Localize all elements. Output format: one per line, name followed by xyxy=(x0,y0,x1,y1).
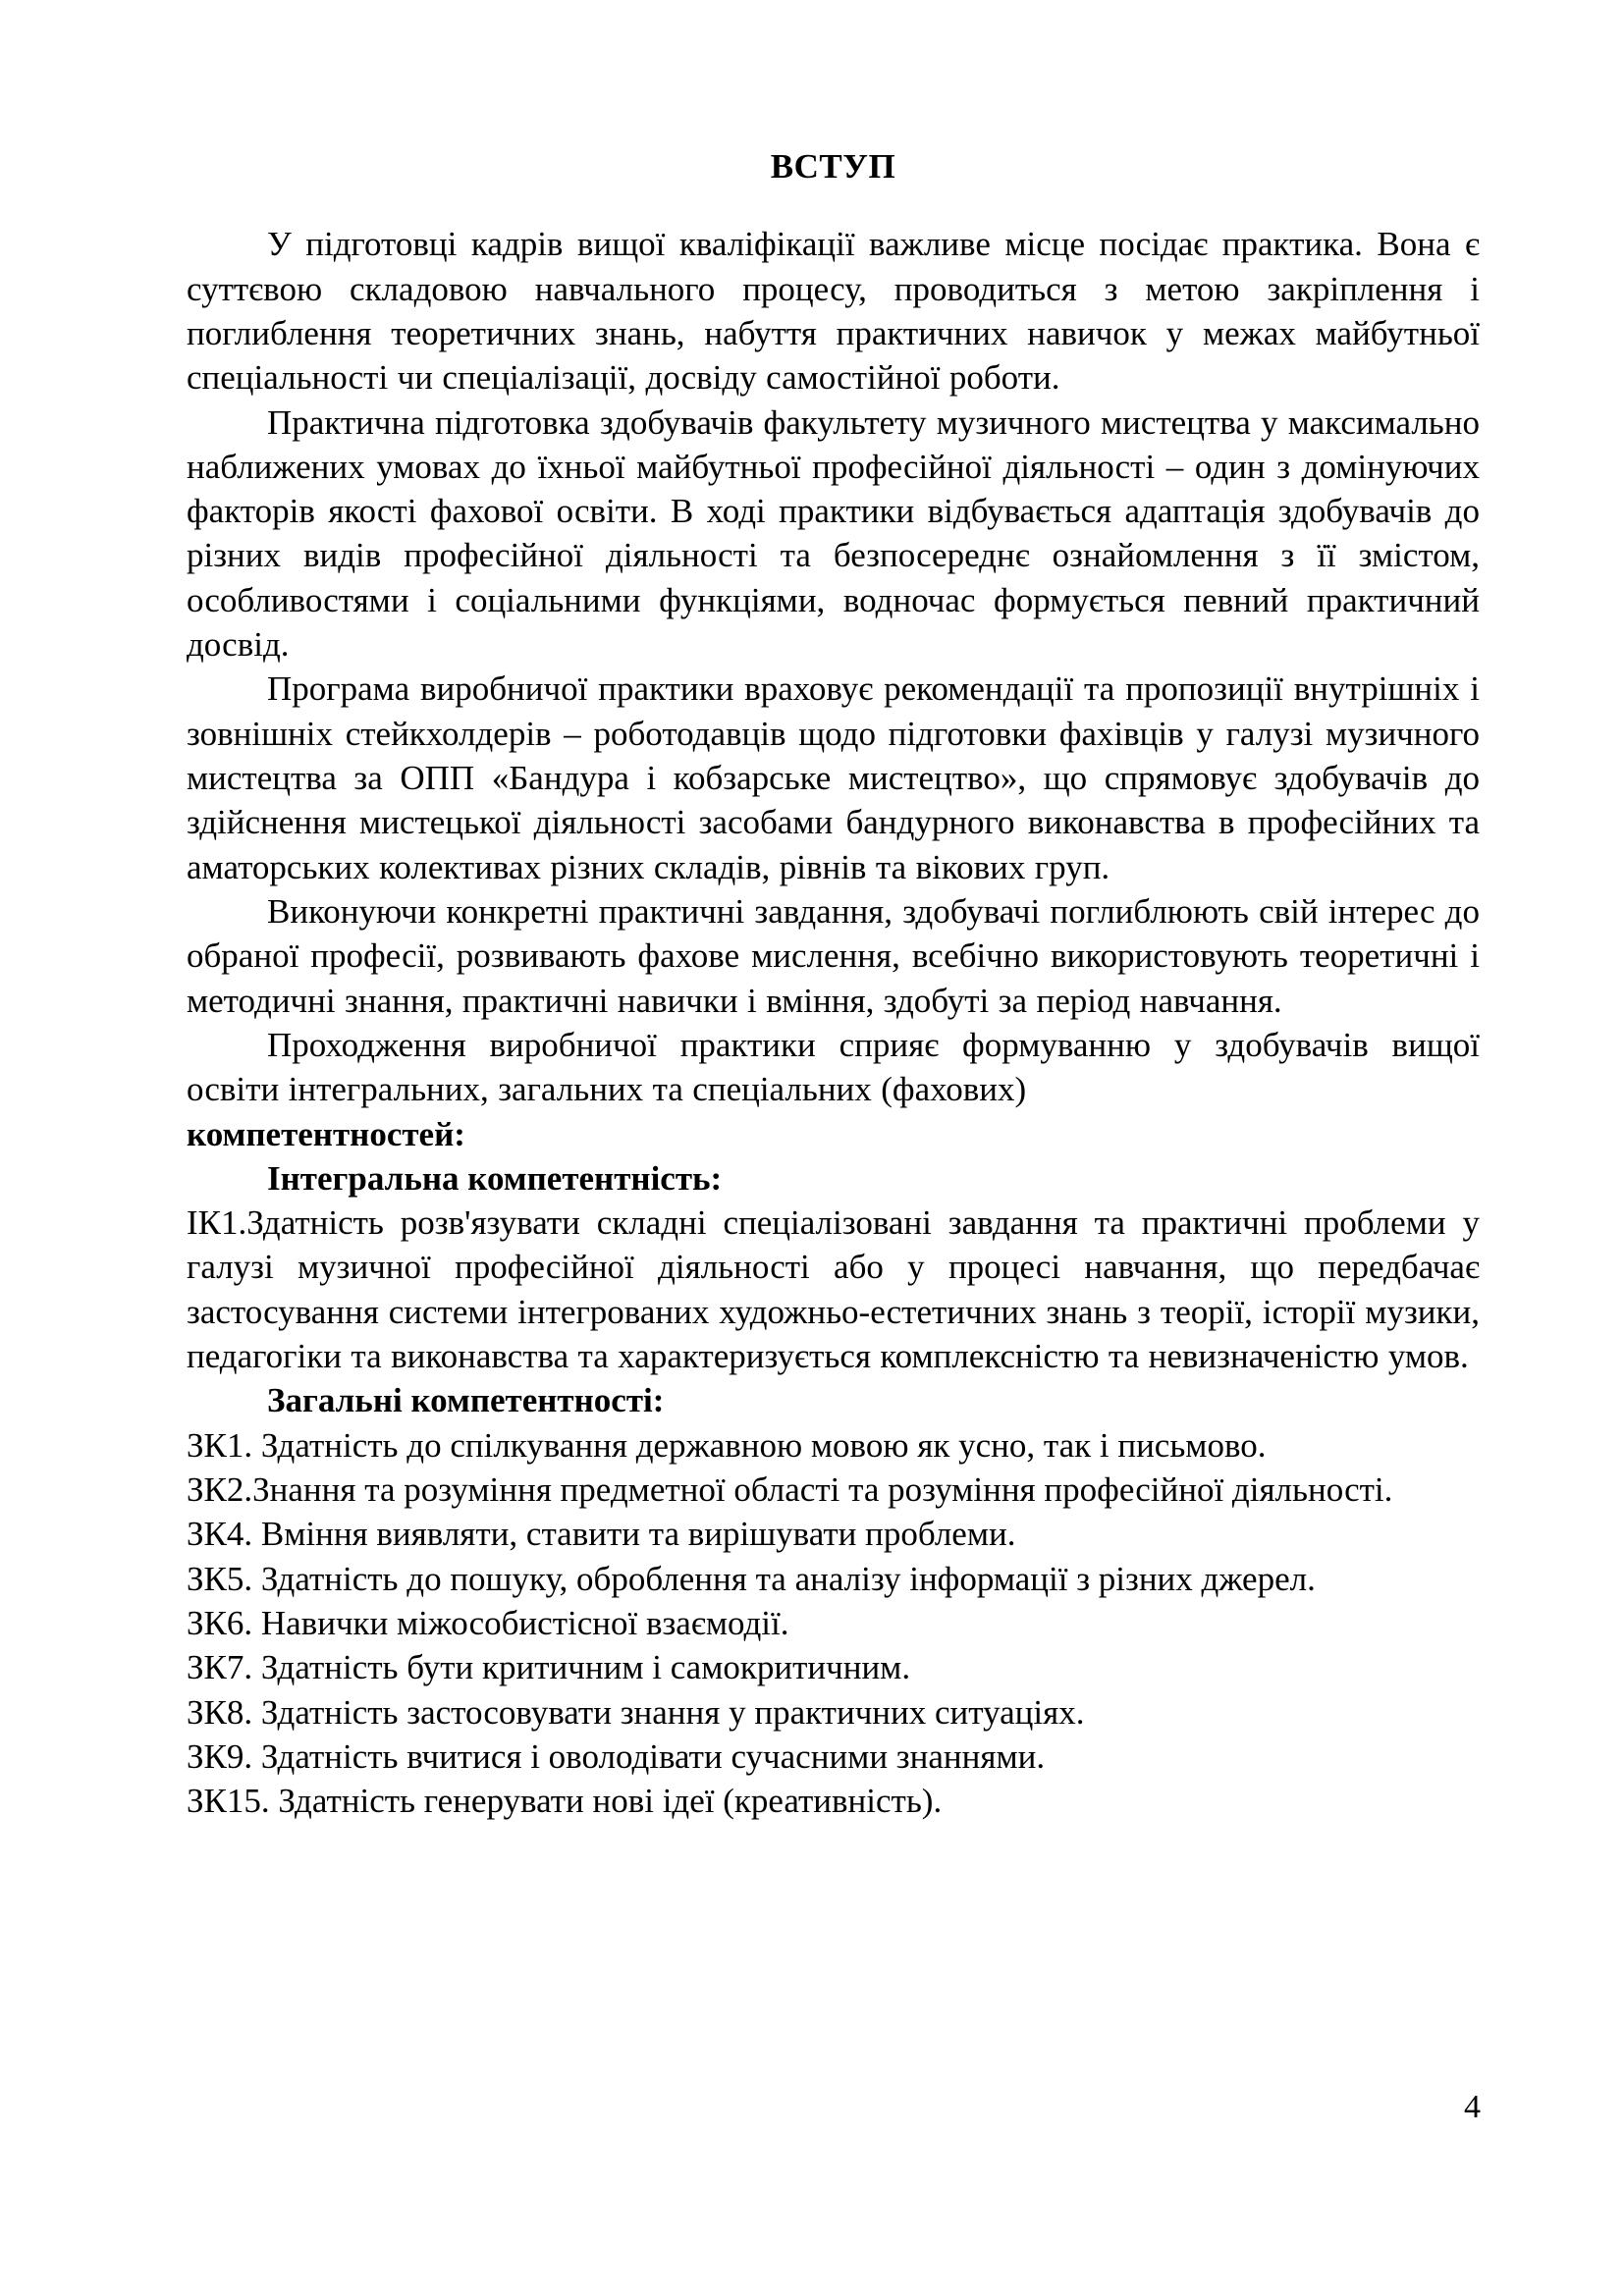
intro-paragraph-2: Практична підготовка здобувачів факультету музичного мистецтва у максимально наближених умовах до їхньої майбутньої професійної діяльності – один з домінуючих факторів якості фахової освіти. В ході практики відбувається адаптація здобувачів до різних видів професійної діяльності та безпосереднє ознайомлення з її змістом, особливостями і соціальними функціями, водночас формується певний практичний досвід. xyxy=(187,402,1480,665)
intro-paragraph-5: Проходження виробничої практики сприяє формуванню у здобувачів вищої освіти інтегральних, загальних та спеціальних (фахових) xyxy=(187,1025,1480,1109)
page-number: 4 xyxy=(1464,2089,1481,2125)
list-item: ЗК2.Знання та розуміння предметної області та розуміння професійної діяльності. xyxy=(187,1470,1393,1509)
competences-label: компетентностей: xyxy=(187,1114,465,1153)
general-competences-heading: Загальні компетентності: xyxy=(267,1381,665,1420)
intro-paragraph-1: У підготовці кадрів вищої кваліфікації важливе місце посідає практика. Вона є суттєвою складовою навчального процесу, проводиться з метою закріплення і поглиблення теоретичних знань, набуття практичних навичок у межах майбутньої спеціальності чи спеціалізації, досвіду самостійної роботи. xyxy=(187,225,1480,398)
intro-paragraph-4: Виконуючи конкретні практичні завдання, здобувачі поглиблюють свій інтерес до обраної професії, розвивають фахове мислення, всебічно використовують теоретичні і методичні знання, практичні навички і вміння, здобуті за період навчання. xyxy=(187,891,1480,1020)
list-item: ЗК4. Вміння виявляти, ставити та вирішувати проблеми. xyxy=(187,1515,1016,1554)
list-item: ЗК5. Здатність до пошуку, оброблення та аналізу інформації з різних джерел. xyxy=(187,1559,1316,1598)
integral-competence-heading: Інтегральна компетентність: xyxy=(267,1158,723,1198)
list-item: ЗК15. Здатність генерувати нові ідеї (креативність). xyxy=(187,1782,943,1821)
list-item: ЗК9. Здатність вчитися і оволодівати сучасними знаннями. xyxy=(187,1736,1046,1776)
list-item: ЗК7. Здатність бути критичним і самокритичним. xyxy=(187,1648,911,1687)
list-item: ЗК1. Здатність до спілкування державною мовою як усно, так і письмово. xyxy=(187,1425,1267,1465)
list-item: ЗК8. Здатність застосовувати знання у практичних ситуаціях. xyxy=(187,1692,1085,1732)
page-title: ВСТУП xyxy=(770,147,896,186)
page-content xyxy=(187,147,1480,1824)
integral-competence-ik1: ІК1.Здатність розв'язувати складні спеціалізовані завдання та практичні проблеми у галузі музичної професійної діяльності або у процесі навчання, що передбачає застосування системи інтегрованих художньо-естетичних знань з теорії, історії музики, педагогіки та виконавства та характеризується комплексністю та невизначеністю умов. xyxy=(187,1203,1480,1376)
intro-paragraph-3: Програма виробничої практики враховує рекомендації та пропозиції внутрішніх і зовнішніх стейкхолдерів – роботодавців щодо підготовки фахівців у галузі музичного мистецтва за ОПП «Бандура і кобзарське мистецтво», що спрямовує здобувачів до здійснення мистецької діяльності засобами бандурного виконавства в професійних та аматорських колективах різних складів, рівнів та вікових груп. xyxy=(187,669,1480,886)
list-item: ЗК6. Навички міжособистісної взаємодії. xyxy=(187,1603,789,1642)
